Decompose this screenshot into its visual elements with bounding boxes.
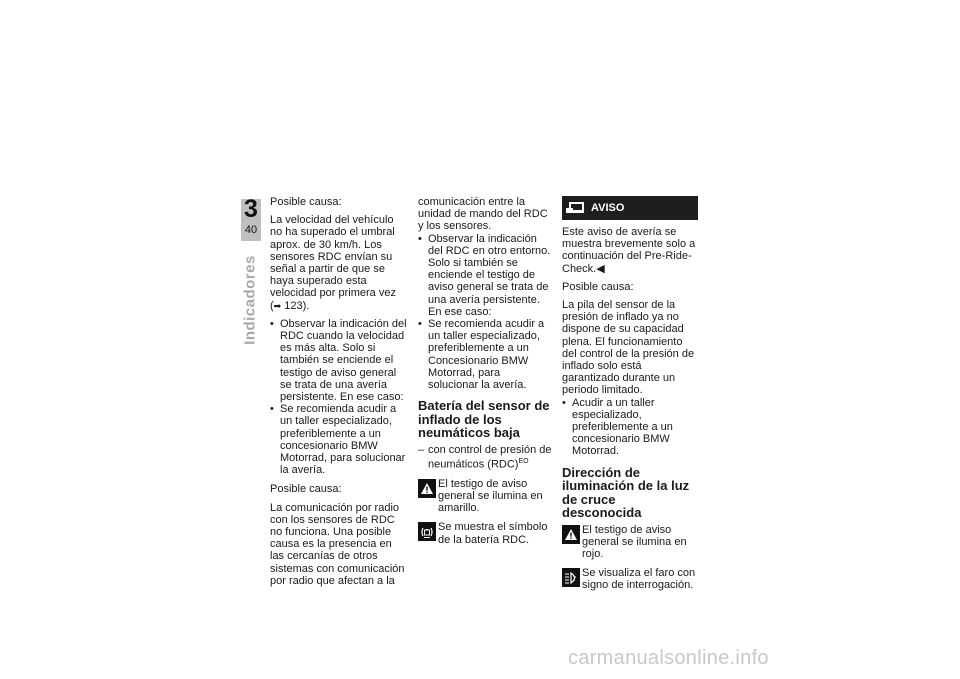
cause-paragraph: La pila del sensor de la presión de inflado ya no dispone de su capacidad plena. El funcionamiento del control de la presión de inflado solo está garantizado durante un periodo limitado. xyxy=(562,299,695,397)
chapter-tab xyxy=(241,195,261,241)
paragraph: comunicación entre la unidad de mando del RDC y los sensores. xyxy=(418,196,548,233)
svg-text:?: ? xyxy=(572,575,576,583)
column-2 xyxy=(418,196,553,553)
option-superscript: EO xyxy=(518,457,529,465)
cause-text: La velocidad del vehículo no ha superado el umbral aprox. de 30 km/h. Los sensores RDC envían su señal a partir de que se haya superado esta velocidad por primera vez ( xyxy=(270,214,396,312)
section-heading: Batería del sensor de inflado de los neumáticos baja xyxy=(418,398,550,441)
indicator-text: El testigo de aviso general se ilumina en amarillo. xyxy=(438,477,543,515)
page-ref-arrow-icon: ➡ xyxy=(273,300,282,311)
general-warning-icon xyxy=(562,525,580,544)
indicator-text: Se visualiza el faro con signo de interrogación. xyxy=(582,567,696,592)
notice-text: Este aviso de avería se muestra brevemente solo a continuación del Pre-Ride-Check.◀ xyxy=(562,226,696,275)
indicator-row xyxy=(418,478,553,515)
indicator-row xyxy=(562,524,698,561)
page-number: 40 xyxy=(244,224,258,236)
indicator-row xyxy=(562,567,698,591)
cause-paragraph: La comunicación por radio con los sensores de RDC no funciona. Una posible causa es la presencia en las cercanías de otros sistemas con comunicación por radio que afectan a la xyxy=(270,501,405,587)
indicator-text: Se muestra el símbolo de la batería RDC. xyxy=(438,521,548,546)
side-chapter-title-text: Indicadores xyxy=(241,255,259,345)
cause-paragraph xyxy=(270,214,408,312)
column-1 xyxy=(270,196,408,593)
notice-label: AVISO xyxy=(591,201,625,214)
side-chapter-title xyxy=(230,250,270,350)
cause-label: Posible causa: xyxy=(270,483,342,496)
list-item: • Acudir a un taller especializado, preferiblemente a un concesionario BMW Motorrad. xyxy=(562,397,698,458)
indicator-text: El testigo de aviso general se ilumina en rojo. xyxy=(582,523,687,561)
list-item: • Se recomienda acudir a un taller especializado, preferiblemente a un concesionario BMW Motorrad, para solucionar la avería. xyxy=(270,403,408,476)
notice-banner xyxy=(562,196,698,220)
column-3 xyxy=(562,196,698,599)
headlight-question-icon xyxy=(562,568,580,587)
chapter-number: 3 xyxy=(244,195,258,223)
action-list xyxy=(562,397,698,458)
condition-text: con control de presión de neumáticos (RDC) xyxy=(428,443,552,471)
general-warning-icon xyxy=(418,479,436,498)
cause-label: Posible causa: xyxy=(270,196,342,208)
display-hand-icon xyxy=(566,201,586,215)
action-list xyxy=(418,233,553,392)
indicator-row xyxy=(418,521,553,545)
list-item: • Se recomienda acudir a un taller especializado, preferiblemente a un Concesionario BMW Motorrad, para solucionar la avería. xyxy=(418,318,553,391)
section-heading: Dirección de iluminación de la luz de cruce desconocida xyxy=(562,464,690,521)
watermark: carmanualsonline.info xyxy=(568,647,769,669)
condition-list xyxy=(418,444,553,471)
rdc-battery-icon xyxy=(418,522,436,541)
action-list xyxy=(270,318,408,477)
list-item: • Observar la indicación del RDC en otro entorno. Solo si también se enciende el testigo de aviso general se trata de una avería persistente. En ese caso: xyxy=(418,233,553,318)
cause-label: Posible causa: xyxy=(562,280,634,293)
page-ref[interactable]: 123). xyxy=(281,299,310,312)
list-item xyxy=(418,444,553,471)
list-item: • Observar la indicación del RDC cuando la velocidad es más alta. Solo si también se enciende el testigo de aviso general se trata de una avería persistente. En ese caso: xyxy=(270,318,408,403)
